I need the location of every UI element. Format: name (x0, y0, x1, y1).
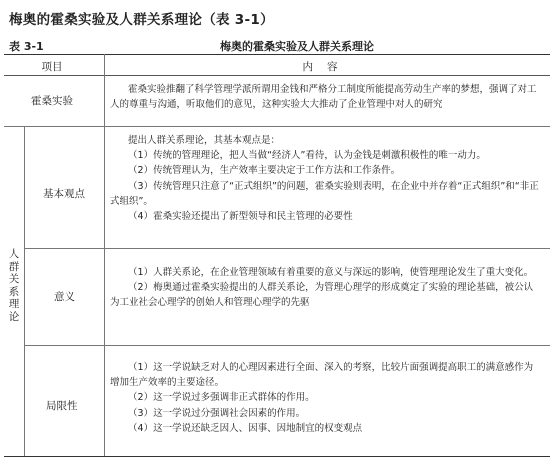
table-bottom-rule (4, 456, 550, 457)
limitation-content (110, 360, 540, 436)
row-label-limitation: 局限性 (46, 400, 78, 412)
row-rule (24, 345, 550, 346)
table-top-rule (4, 54, 550, 55)
significance-line: （1）人群关系论，在企业管理领域有着重要的意义与深远的影响，使管理理论发生了重大变化。 (128, 267, 534, 278)
row-rule (4, 126, 550, 127)
header-content: 内容 (302, 61, 352, 73)
limitation-line: （1）这一学说缺乏对人的心理因素进行全面、深入的考察，比较片面强调提高职工的满意感作为增加生产效率的主要途径。 (110, 362, 534, 389)
significance-content (110, 265, 540, 311)
hawthorne-text: 霍桑实验推翻了科学管理学派所谓用金钱和严格分工制度所能提高劳动生产率的梦想，强调了对工人的尊重与沟通，听取他们的意见，这种实验大大推动了企业管理中对人的研究 (110, 84, 537, 111)
row-label-hawthorne: 霍桑实验 (31, 95, 73, 107)
table-number: 表 3-1 (9, 40, 44, 53)
column-divider (104, 54, 105, 456)
page-title: 梅奥的霍桑实验及人群关系理论（表 3-1） (9, 12, 274, 28)
limitation-line: （2）这一学说过多强调非正式群体的作用。 (128, 392, 315, 404)
header-item: 项目 (41, 61, 63, 73)
basic-line: （2）传统管理认为，生产效率主要决定于工作方法和工作条件。 (128, 165, 401, 177)
limitation-line: （4）这一学说还缺乏因人、因事、因地制宜的权变观点 (128, 422, 363, 434)
table-title: 梅奥的霍桑实验及人群关系理论 (220, 40, 374, 53)
group-divider (24, 126, 25, 456)
basic-line: （3）传统管理只注意了“正式组织”的问题，霍桑实验则表明，在企业中并存着“正式组织”和“非正式组织”。 (110, 180, 539, 207)
basic-line: （4）霍桑实验还提出了新型领导和民主管理的必要性 (128, 211, 353, 223)
row-label-significance: 意义 (54, 291, 75, 303)
basic-line: 提出人群关系理论，其基本观点是： (128, 135, 281, 146)
basic-line: （1）传统的管理理论，把人当做“经济人”看待，认为金钱是刺激积极性的唯一动力。 (128, 150, 486, 162)
row-rule (24, 248, 550, 249)
basic-content (110, 133, 540, 224)
row-label-basic: 基本观点 (43, 188, 85, 200)
limitation-line: （3）这一学说过分强调社会因素的作用。 (128, 407, 306, 419)
header-rule (4, 75, 550, 76)
significance-line: （2）梅奥通过霍桑实验提出的人群关系论，为管理心理学的形成奠定了实验的理论基础，被公认为工业社会心理学的创始人和管理心理学的先驱 (110, 282, 534, 309)
hawthorne-content (110, 82, 540, 112)
group-label-human-relations: 人群关系理论 (8, 248, 20, 323)
